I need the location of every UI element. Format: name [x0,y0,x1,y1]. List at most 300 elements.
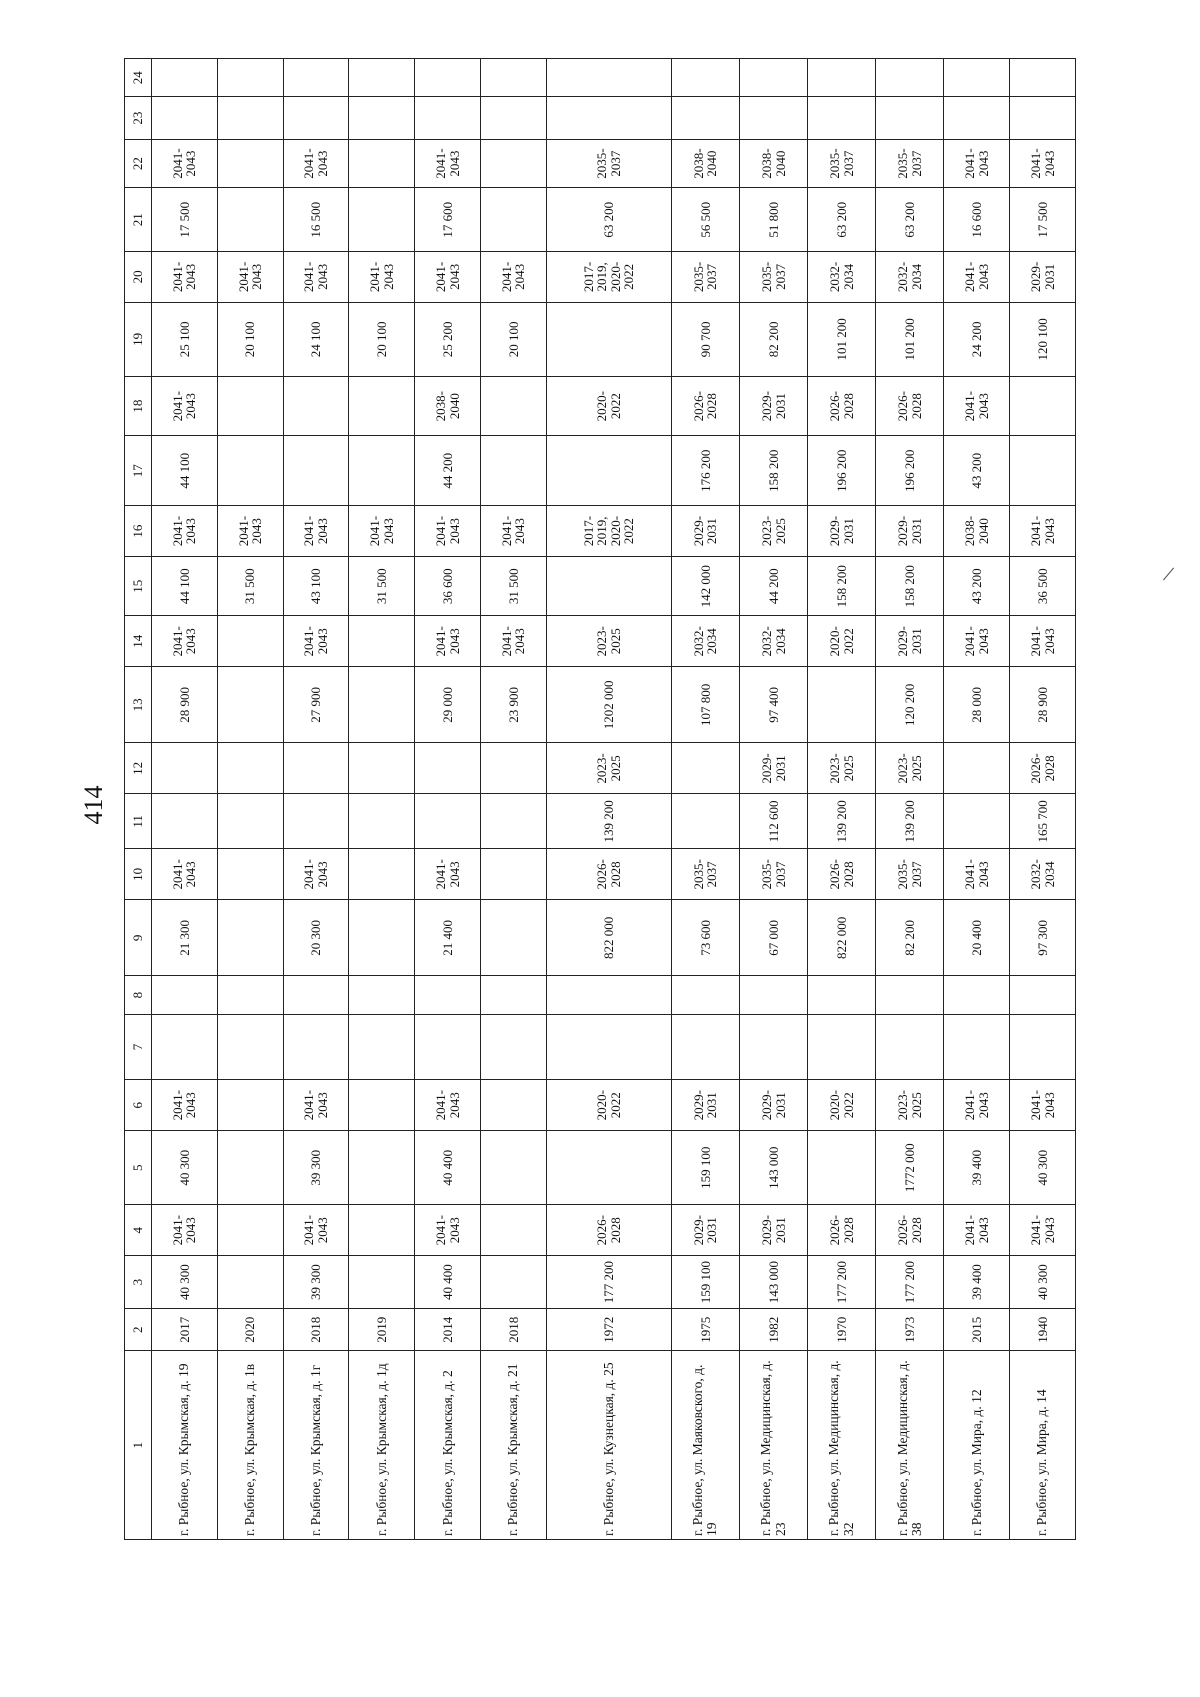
table-cell: 196 200 [876,436,944,506]
table-cell: 25 100 [152,302,218,376]
table-cell [217,1080,283,1131]
table-cell [217,849,283,900]
column-number-2: 2 [125,1309,152,1351]
table-cell: 2041-2043 [480,252,546,303]
column-number-24: 24 [125,59,152,97]
table-cell [546,557,671,616]
table-cell: 2041-2043 [415,1205,481,1256]
table-cell: 16 600 [944,188,1010,252]
table-cell [739,1014,807,1080]
table-cell: 107 800 [671,667,739,743]
table-cell: 1970 [808,1309,876,1351]
table-cell: 28 000 [944,667,1010,743]
table-cell: 31 500 [480,557,546,616]
table-cell: 2035-2037 [808,139,876,188]
table-cell: 63 200 [546,188,671,252]
table-cell [944,59,1010,97]
repair-schedule-table [124,58,1076,1540]
column-number-13: 13 [125,667,152,743]
table-cell [1010,59,1076,97]
table-cell [217,667,283,743]
table-cell: 177 200 [546,1256,671,1309]
table-row [876,59,944,1540]
table-cell [217,900,283,976]
table-cell [152,743,218,794]
table-cell: 2029-2031 [739,1080,807,1131]
table-cell [217,616,283,667]
table-cell: 44 100 [152,557,218,616]
table-cell: 2041-2043 [944,376,1010,435]
table-cell [1010,1014,1076,1080]
table-cell: 2041-2043 [152,139,218,188]
table-cell: 28 900 [1010,667,1076,743]
table-cell [808,59,876,97]
column-number-21: 21 [125,188,152,252]
table-cell [217,59,283,97]
address-cell: г. Рыбное, ул. Крымская, д. 19 [152,1351,218,1540]
table-cell: 1972 [546,1309,671,1351]
table-cell: 2017 [152,1309,218,1351]
table-cell [349,667,415,743]
column-number-1: 1 [125,1351,152,1540]
table-cell [349,849,415,900]
table-cell [671,794,739,849]
column-number-4: 4 [125,1205,152,1256]
table-cell [152,976,218,1014]
table-row [415,59,481,1540]
column-number-23: 23 [125,97,152,139]
table-cell: 31 500 [217,557,283,616]
table-cell: 20 100 [349,302,415,376]
table-cell: 20 100 [480,302,546,376]
table-cell: 2032-2034 [876,252,944,303]
address-cell: г. Рыбное, ул. Крымская, д. 21 [480,1351,546,1540]
table-cell: 40 300 [1010,1131,1076,1205]
table-cell: 97 400 [739,667,807,743]
address-cell: г. Рыбное, ул. Маяковского, д. 19 [671,1351,739,1540]
column-number-8: 8 [125,976,152,1014]
table-cell: 2041-2043 [152,506,218,557]
address-cell: г. Рыбное, ул. Крымская, д. 1в [217,1351,283,1540]
table-cell: 56 500 [671,188,739,252]
table-cell [944,97,1010,139]
table-cell [349,376,415,435]
table-cell: 196 200 [808,436,876,506]
table-cell: 2041-2043 [944,1205,1010,1256]
table-cell: 2026-2028 [671,376,739,435]
table-cell: 158 200 [876,557,944,616]
table-cell: 2041-2043 [283,1205,349,1256]
table-cell: 2038-2040 [671,139,739,188]
table-cell [546,1131,671,1205]
table-cell: 2041-2043 [152,1080,218,1131]
table-cell [480,1014,546,1080]
table-cell: 36 600 [415,557,481,616]
table-cell [480,188,546,252]
table-cell [217,436,283,506]
table-cell [546,976,671,1014]
table-cell [349,743,415,794]
table-cell [415,976,481,1014]
table-cell [217,976,283,1014]
table-cell [349,139,415,188]
table-cell [217,743,283,794]
table-cell: 2035-2037 [546,139,671,188]
table-cell: 2029-2031 [876,616,944,667]
table-cell: 2019 [349,1309,415,1351]
table-cell: 2041-2043 [415,1080,481,1131]
table-cell: 2020-2022 [546,1080,671,1131]
table-cell: 2026-2028 [808,1205,876,1256]
table-cell [876,976,944,1014]
column-number-3: 3 [125,1256,152,1309]
table-cell: 2041-2043 [1010,139,1076,188]
table-cell: 101 200 [808,302,876,376]
column-number-16: 16 [125,506,152,557]
table-cell: 2029-2031 [739,376,807,435]
table-cell: 2014 [415,1309,481,1351]
table-cell: 63 200 [808,188,876,252]
table-cell [876,59,944,97]
column-number-19: 19 [125,302,152,376]
table-cell: 39 400 [944,1256,1010,1309]
table-cell: 143 000 [739,1131,807,1205]
table-cell [283,794,349,849]
address-cell: г. Рыбное, ул. Мира, д. 12 [944,1351,1010,1540]
table-cell [671,97,739,139]
column-number-5: 5 [125,1131,152,1205]
table-cell: 51 800 [739,188,807,252]
table-cell: 90 700 [671,302,739,376]
table-cell: 1772 000 [876,1131,944,1205]
table-cell [808,667,876,743]
table-cell: 97 300 [1010,900,1076,976]
table-cell: 39 400 [944,1131,1010,1205]
table-cell: 17 600 [415,188,481,252]
table-row [480,59,546,1540]
table-cell [480,1205,546,1256]
table-cell [944,1014,1010,1080]
table-cell [349,436,415,506]
scan-mark [1163,568,1174,581]
table-cell: 39 300 [283,1131,349,1205]
table-cell: 24 100 [283,302,349,376]
table-cell [480,1256,546,1309]
table-cell: 2041-2043 [349,252,415,303]
table-cell: 36 500 [1010,557,1076,616]
table-cell: 2029-2031 [739,1205,807,1256]
table-cell: 1982 [739,1309,807,1351]
table-cell [671,743,739,794]
table-cell: 2029-2031 [671,1205,739,1256]
table-cell: 2041-2043 [415,139,481,188]
table-cell: 101 200 [876,302,944,376]
table-cell: 2029-2031 [671,506,739,557]
table-row [1010,59,1076,1540]
table-cell: 43 100 [283,557,349,616]
table-cell [349,1080,415,1131]
table-cell [415,794,481,849]
table-row [808,59,876,1540]
column-number-12: 12 [125,743,152,794]
table-cell: 2041-2043 [944,1080,1010,1131]
table-cell: 2035-2037 [876,849,944,900]
table-cell: 159 100 [671,1256,739,1309]
table-cell: 2017-2019, 2020-2022 [546,252,671,303]
table-cell: 2035-2037 [671,252,739,303]
table-cell [944,743,1010,794]
table-cell: 1940 [1010,1309,1076,1351]
table-cell [1010,376,1076,435]
table-cell [480,794,546,849]
table-cell [217,188,283,252]
address-cell: г. Рыбное, ул. Крымская, д. 1д [349,1351,415,1540]
table-cell [217,794,283,849]
table-cell [480,97,546,139]
column-number-17: 17 [125,436,152,506]
table-cell [671,976,739,1014]
table-cell: 40 300 [152,1256,218,1309]
table-cell [349,976,415,1014]
table-cell [283,743,349,794]
table-cell [546,59,671,97]
table-cell: 2020-2022 [808,1080,876,1131]
table-cell: 176 200 [671,436,739,506]
column-number-9: 9 [125,900,152,976]
address-cell: г. Рыбное, ул. Медицинская, д. 32 [808,1351,876,1540]
table-cell [283,976,349,1014]
address-cell: г. Рыбное, ул. Крымская, д. 1г [283,1351,349,1540]
rotated-table-wrapper [124,58,1076,1540]
table-cell: 2041-2043 [944,849,1010,900]
table-cell: 2041-2043 [415,506,481,557]
table-cell: 139 200 [808,794,876,849]
table-cell: 112 600 [739,794,807,849]
table-cell: 2026-2028 [808,376,876,435]
table-cell: 24 200 [944,302,1010,376]
column-number-10: 10 [125,849,152,900]
table-cell [808,1131,876,1205]
table-cell [876,1014,944,1080]
table-cell: 23 900 [480,667,546,743]
table-cell: 159 100 [671,1131,739,1205]
table-cell [944,794,1010,849]
address-cell: г. Рыбное, ул. Медицинская, д. 23 [739,1351,807,1540]
table-row [152,59,218,1540]
column-number-14: 14 [125,616,152,667]
table-row [739,59,807,1540]
table-cell: 44 100 [152,436,218,506]
table-cell: 17 500 [152,188,218,252]
table-cell [671,1014,739,1080]
table-cell: 2041-2043 [415,252,481,303]
table-cell: 21 300 [152,900,218,976]
table-cell [944,976,1010,1014]
table-cell: 2041-2043 [152,616,218,667]
table-cell: 2018 [480,1309,546,1351]
table-cell: 2041-2043 [480,616,546,667]
page-number: 414 [79,785,108,825]
table-row [944,59,1010,1540]
table-cell [217,97,283,139]
table-cell: 1202 000 [546,667,671,743]
table-cell [217,139,283,188]
table-cell [808,97,876,139]
table-row [546,59,671,1540]
table-cell: 2041-2043 [283,1080,349,1131]
table-cell: 2041-2043 [217,252,283,303]
table-cell: 2023-2025 [876,1080,944,1131]
table-cell: 29 000 [415,667,481,743]
table-cell: 82 200 [876,900,944,976]
table-cell [546,436,671,506]
table-cell: 158 200 [739,436,807,506]
table-cell [283,376,349,435]
table-cell: 2041-2043 [152,1205,218,1256]
table-cell: 2041-2043 [944,252,1010,303]
table-cell [152,59,218,97]
table-cell [546,302,671,376]
table-cell [415,743,481,794]
table-cell: 17 500 [1010,188,1076,252]
table-cell: 2032-2034 [1010,849,1076,900]
table-cell: 67 000 [739,900,807,976]
table-cell: 2041-2043 [283,616,349,667]
column-number-7: 7 [125,1014,152,1080]
table-cell: 2035-2037 [739,849,807,900]
column-number-20: 20 [125,252,152,303]
table-row [283,59,349,1540]
table-cell [480,743,546,794]
table-cell: 177 200 [808,1256,876,1309]
table-cell [349,188,415,252]
column-number-15: 15 [125,557,152,616]
column-number-11: 11 [125,794,152,849]
table-cell: 1973 [876,1309,944,1351]
table-cell: 822 000 [546,900,671,976]
header-row [125,59,152,1540]
table-cell: 2041-2043 [1010,1080,1076,1131]
table-cell: 40 400 [415,1131,481,1205]
table-cell: 44 200 [739,557,807,616]
table-cell: 2026-2028 [1010,743,1076,794]
table-cell: 2018 [283,1309,349,1351]
table-cell: 63 200 [876,188,944,252]
table-cell [283,436,349,506]
table-cell: 2035-2037 [671,849,739,900]
table-cell [349,1014,415,1080]
table-cell [349,1131,415,1205]
table-cell [152,794,218,849]
table-cell [480,1131,546,1205]
table-cell: 2029-2031 [1010,252,1076,303]
table-row [349,59,415,1540]
table-cell: 2041-2043 [217,506,283,557]
table-cell [349,59,415,97]
table-cell: 2035-2037 [739,252,807,303]
table-cell: 82 200 [739,302,807,376]
table-cell: 21 400 [415,900,481,976]
table-cell: 2029-2031 [671,1080,739,1131]
table-cell [480,376,546,435]
table-cell [217,376,283,435]
table-cell: 822 000 [808,900,876,976]
table-cell [1010,976,1076,1014]
table-cell: 2041-2043 [349,506,415,557]
table-cell: 16 500 [283,188,349,252]
table-cell: 2029-2031 [808,506,876,557]
table-cell: 40 400 [415,1256,481,1309]
table-cell: 2041-2043 [283,849,349,900]
table-cell [349,616,415,667]
table-cell: 2038-2040 [415,376,481,435]
table-cell: 139 200 [876,794,944,849]
table-cell: 158 200 [808,557,876,616]
table-cell: 28 900 [152,667,218,743]
table-cell: 2038-2040 [944,506,1010,557]
table-cell: 120 200 [876,667,944,743]
table-cell [349,1205,415,1256]
table-cell [480,849,546,900]
table-cell [480,900,546,976]
table-cell: 43 200 [944,436,1010,506]
table-cell: 2041-2043 [1010,616,1076,667]
table-cell: 20 300 [283,900,349,976]
table-cell: 39 300 [283,1256,349,1309]
table-cell: 2041-2043 [283,139,349,188]
table-cell: 2029-2031 [739,743,807,794]
table-cell: 177 200 [876,1256,944,1309]
table-cell [349,97,415,139]
table-cell [480,436,546,506]
table-cell: 2041-2043 [1010,506,1076,557]
table-cell: 2020-2022 [546,376,671,435]
table-cell [152,1014,218,1080]
column-number-22: 22 [125,139,152,188]
table-cell: 2041-2043 [283,252,349,303]
table-cell: 2041-2043 [1010,1205,1076,1256]
table-cell: 2023-2025 [739,506,807,557]
table-cell: 2041-2043 [283,506,349,557]
table-cell [739,59,807,97]
table-cell: 20 100 [217,302,283,376]
table-cell: 2032-2034 [671,616,739,667]
table-cell: 2015 [944,1309,1010,1351]
address-cell: г. Рыбное, ул. Крымская, д. 2 [415,1351,481,1540]
table-cell [217,1131,283,1205]
table-cell: 2026-2028 [546,849,671,900]
table-cell: 120 100 [1010,302,1076,376]
table-cell [480,139,546,188]
table-cell [415,1014,481,1080]
table-cell [739,97,807,139]
table-cell [152,97,218,139]
table-cell: 2023-2025 [546,616,671,667]
table-cell: 139 200 [546,794,671,849]
table-cell [808,976,876,1014]
table-cell [415,59,481,97]
table-cell [480,1080,546,1131]
table-cell: 44 200 [415,436,481,506]
table-cell: 2026-2028 [808,849,876,900]
table-cell [283,1014,349,1080]
table-cell: 2041-2043 [944,139,1010,188]
table-cell: 73 600 [671,900,739,976]
table-cell [546,1014,671,1080]
table-cell [349,1256,415,1309]
table-cell: 2026-2028 [546,1205,671,1256]
table-cell [349,900,415,976]
